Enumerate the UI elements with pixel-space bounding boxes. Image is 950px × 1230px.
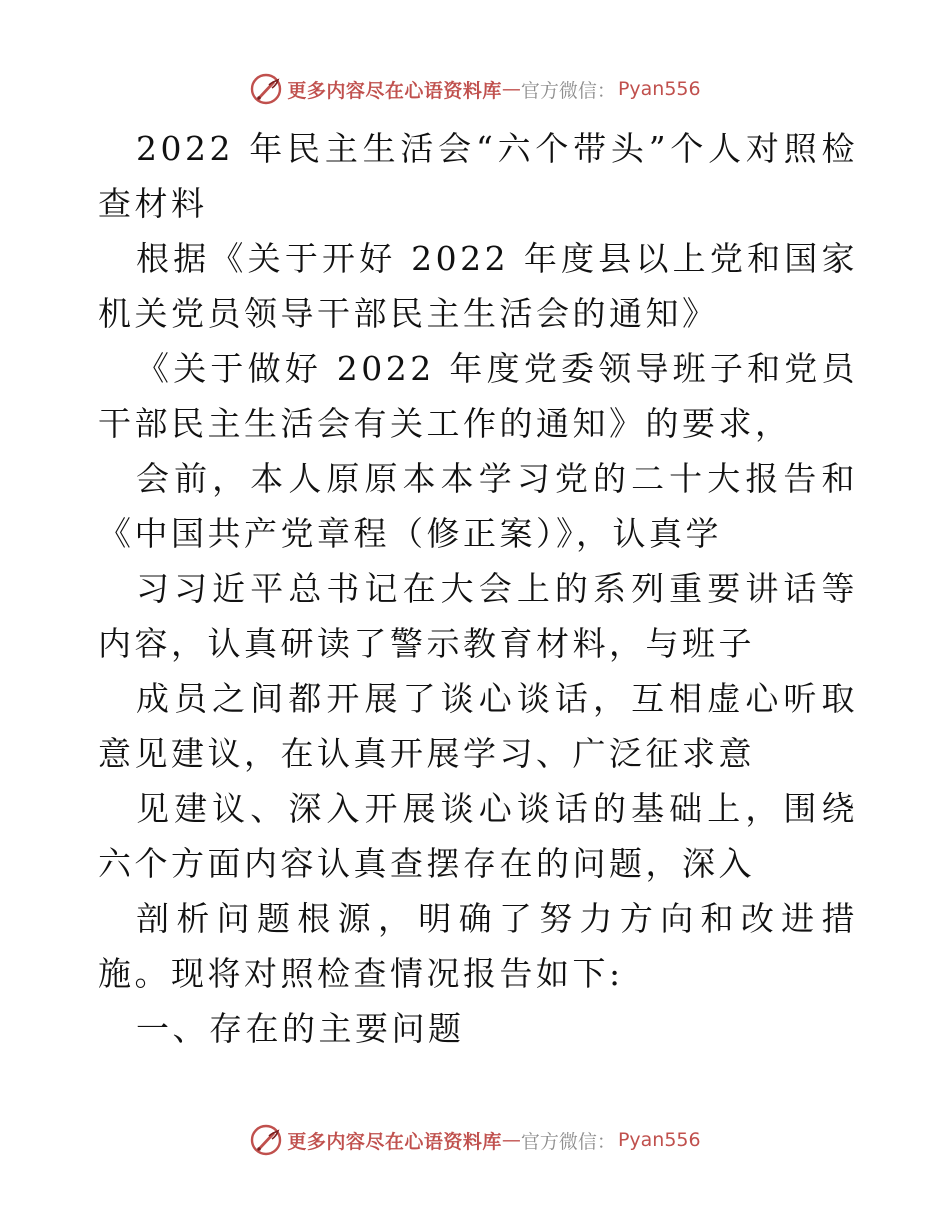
section-heading: 一、存在的主要问题: [136, 1009, 465, 1048]
paragraph: 根据《关于开好 2022 年度县以上党和国家机关党员领导干部民主生活会的通知》: [98, 239, 858, 333]
quill-logo-icon: [249, 1123, 283, 1157]
watermark-sub-text: 官方微信：: [520, 79, 616, 102]
paragraph: 习习近平总书记在大会上的系列重要讲话等内容，认真研读了警示教育材料，与班子: [98, 569, 858, 663]
watermark-main-text: 更多内容尽在心语资料库: [287, 1130, 502, 1153]
footer-watermark: [0, 1123, 950, 1157]
watermark-wechat-id: Pyan556: [617, 78, 701, 100]
header-watermark: [0, 72, 950, 106]
paragraph: 《关于做好 2022 年度党委领导班子和党员干部民主生活会有关工作的通知》的要求，: [98, 349, 858, 443]
quill-logo-icon: [249, 72, 283, 106]
watermark-sub-text: 官方微信：: [520, 1130, 616, 1153]
document-title: 2022 年民主生活会“六个带头”个人对照检查材料: [98, 129, 858, 223]
watermark-separator: —: [501, 1129, 521, 1151]
paragraph: 见建议、深入开展谈心谈话的基础上，围绕六个方面内容认真查摆存在的问题，深入: [98, 789, 858, 883]
paragraph: 剖析问题根源，明确了努力方向和改进措施。现将对照检查情况报告如下:: [98, 899, 858, 993]
paragraph: 成员之间都开展了谈心谈话，互相虚心听取意见建议，在认真开展学习、广泛征求意: [98, 679, 858, 773]
paragraph: 会前，本人原原本本学习党的二十大报告和《中国共产党章程（修正案）》，认真学: [98, 459, 858, 553]
watermark-separator: —: [501, 78, 521, 100]
watermark-wechat-id: Pyan556: [617, 1129, 701, 1151]
watermark-main-text: 更多内容尽在心语资料库: [287, 79, 502, 102]
document-body: [98, 121, 858, 1056]
